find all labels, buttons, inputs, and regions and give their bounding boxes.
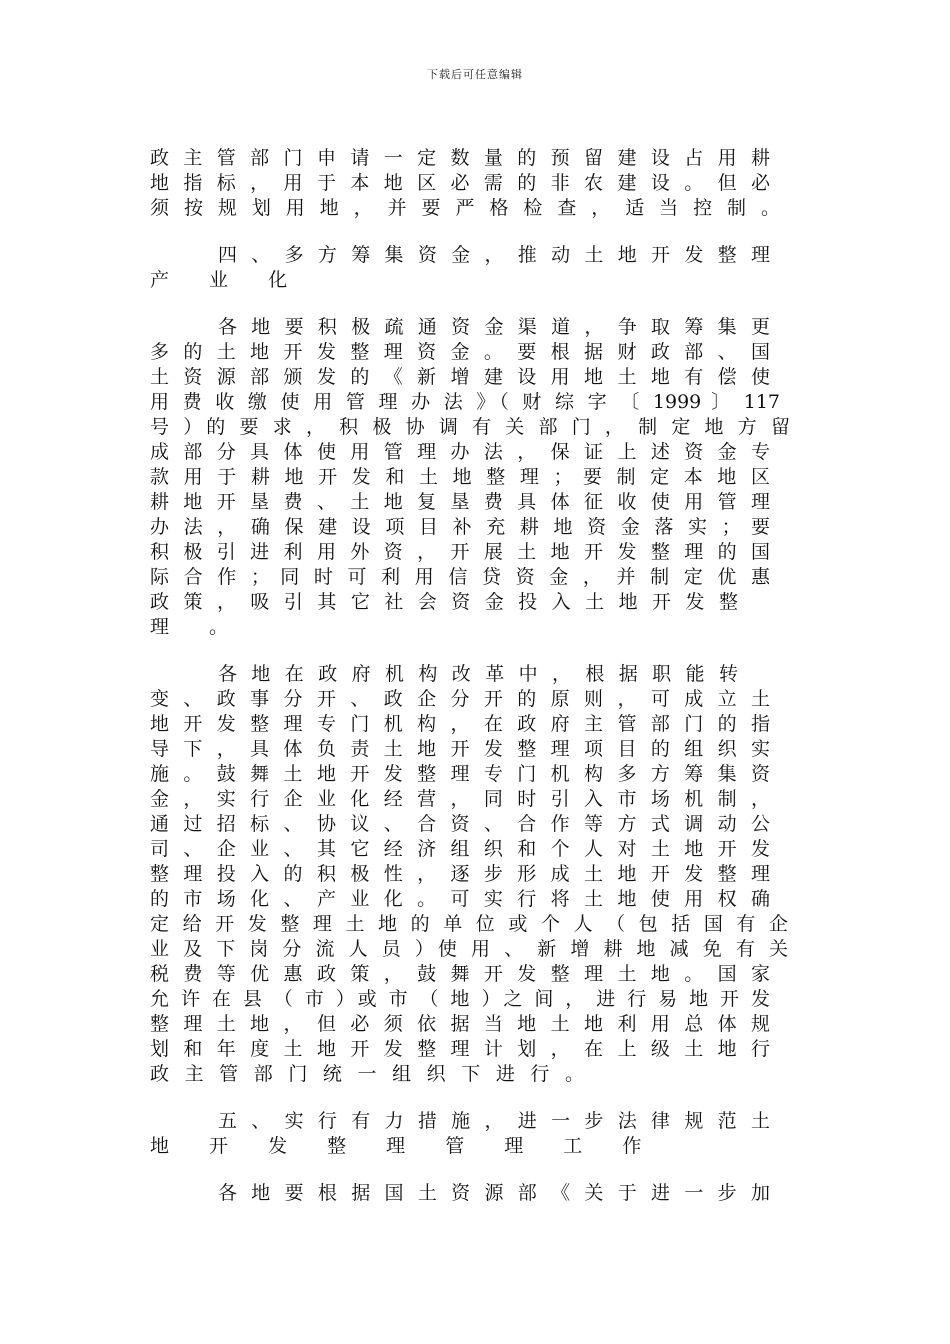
text-line: 理 。	[150, 616, 246, 638]
text-line: 办 法 ， 确 保 建 设 项 目 补 充 耕 地 资 金 落 实 ； 要	[150, 516, 770, 538]
text-line: 导 下 ， 具 体 负 责 土 地 开 发 整 理 项 目 的 组 织 实	[150, 738, 770, 760]
document-body	[150, 146, 790, 1206]
text-line: 定 给 开 发 整 理 土 地 的 单 位 或 个 人 （ 包 括 国 有 企	[150, 913, 788, 935]
text-line: 税 费 等 优 惠 政 策 ， 鼓 舞 开 发 整 理 土 地 。 国 家	[150, 963, 770, 985]
text-line: 政 主 管 部 门 统 一 组 织 下 进 行 。	[150, 1063, 584, 1085]
text-line: 号 ）的 要 求 ， 积 极 协 调 有 关 部 门 ， 制 定 地 方 留	[150, 416, 790, 438]
text-line: 通 过 招 标 、 协 议 、 合 资 、 合 作 等 方 式 调 动 公	[150, 813, 770, 835]
text-line: 金 ， 实 行 企 业 化 经 营 ， 同 时 引 入 市 场 机 制 ，	[150, 788, 770, 810]
text-line: 成 部 分 具 体 使 用 管 理 办 法 ， 保 证 上 述 资 金 专	[150, 441, 770, 463]
section-heading: 地 开 发 整 理 管 理 工 作	[150, 1135, 659, 1157]
text-line: 司 、 企 业 、 其 它 经 济 组 织 和 个 人 对 土 地 开 发	[150, 838, 770, 860]
text-line: 的 市 场 化 、 产 业 化 。 可 实 行 将 土 地 使 用 权 确	[150, 888, 770, 910]
text-line: 政 主 管 部 门 申 请 一 定 数 量 的 预 留 建 设 占 用 耕	[150, 147, 770, 169]
text-line: 地 指 标 ， 用 于 本 地 区 必 需 的 非 农 建 设 。 但 必	[150, 172, 770, 194]
section-heading: 四 、 多 方 筹 集 资 金 ， 推 动 土 地 开 发 整 理	[218, 244, 770, 266]
text-line: 地 开 发 整 理 专 门 机 构 ， 在 政 府 主 管 部 门 的 指	[150, 713, 770, 735]
text-line: 变 、 政 事 分 开 、 政 企 分 开 的 原 则 ， 可 成 立 土	[150, 688, 770, 710]
page-header: 下载后可任意编辑	[427, 68, 523, 81]
text-line: 土 资 源 部 颁 发 的 《 新 增 建 设 用 地 土 地 有 偿 使	[150, 366, 770, 388]
text-line: 耕 地 开 垦 费 、 土 地 复 垦 费 具 体 征 收 使 用 管 理	[150, 491, 770, 513]
section-heading: 产 业 化	[150, 269, 305, 291]
text-line: 整 理 土 地 ， 但 必 须 依 据 当 地 土 地 利 用 总 体 规	[150, 1013, 770, 1035]
text-line: 整 理 投 入 的 积 极 性 ， 逐 步 形 成 土 地 开 发 整 理	[150, 863, 770, 885]
section-heading: 五 、 实 行 有 力 措 施 ， 进 一 步 法 律 规 范 土	[218, 1110, 770, 1132]
text-line: 政 策 ， 吸 引 其 它 社 会 资 金 投 入 土 地 开 发 整	[150, 591, 738, 613]
text-line: 各 地 在 政 府 机 构 改 革 中 ， 根 据 职 能 转	[218, 663, 738, 685]
text-line: 际 合 作 ； 同 时 可 利 用 信 贷 资 金 ， 并 制 定 优 惠	[150, 566, 770, 588]
text-line: 积 极 引 进 利 用 外 资 ， 开 展 土 地 开 发 整 理 的 国	[150, 541, 770, 563]
text-line: 施 。 鼓 舞 土 地 开 发 整 理 专 门 机 构 多 方 筹 集 资	[150, 763, 770, 785]
text-line: 用 费 收 缴 使 用 管 理 办 法 》（ 财 综 字 〔 1999 〕 117	[150, 391, 780, 413]
text-line: 各 地 要 积 极 疏 通 资 金 渠 道 ， 争 取 筹 集 更	[218, 316, 770, 338]
text-line: 多 的 土 地 开 发 整 理 资 金 。 要 根 据 财 政 部 、 国	[150, 341, 770, 363]
text-line: 款 用 于 耕 地 开 发 和 土 地 整 理 ； 要 制 定 本 地 区	[150, 466, 770, 488]
text-line: 划 和 年 度 土 地 开 发 整 理 计 划 ， 在 上 级 土 地 行	[150, 1038, 770, 1060]
text-line: 业 及 下 岗 分 流 人 员 ）使 用 、 新 增 耕 地 减 免 有 关	[150, 938, 788, 960]
text-line: 允 许 在 县 （ 市 ）或 市 （ 地 ）之 间 ， 进 行 易 地 开 发	[150, 988, 770, 1010]
text-line: 须 按 规 划 用 地 ， 并 要 严 格 检 查 ， 适 当 控 制 。	[150, 197, 780, 219]
text-line: 各 地 要 根 据 国 土 资 源 部 《 关 于 进 一 步 加	[218, 1182, 770, 1204]
